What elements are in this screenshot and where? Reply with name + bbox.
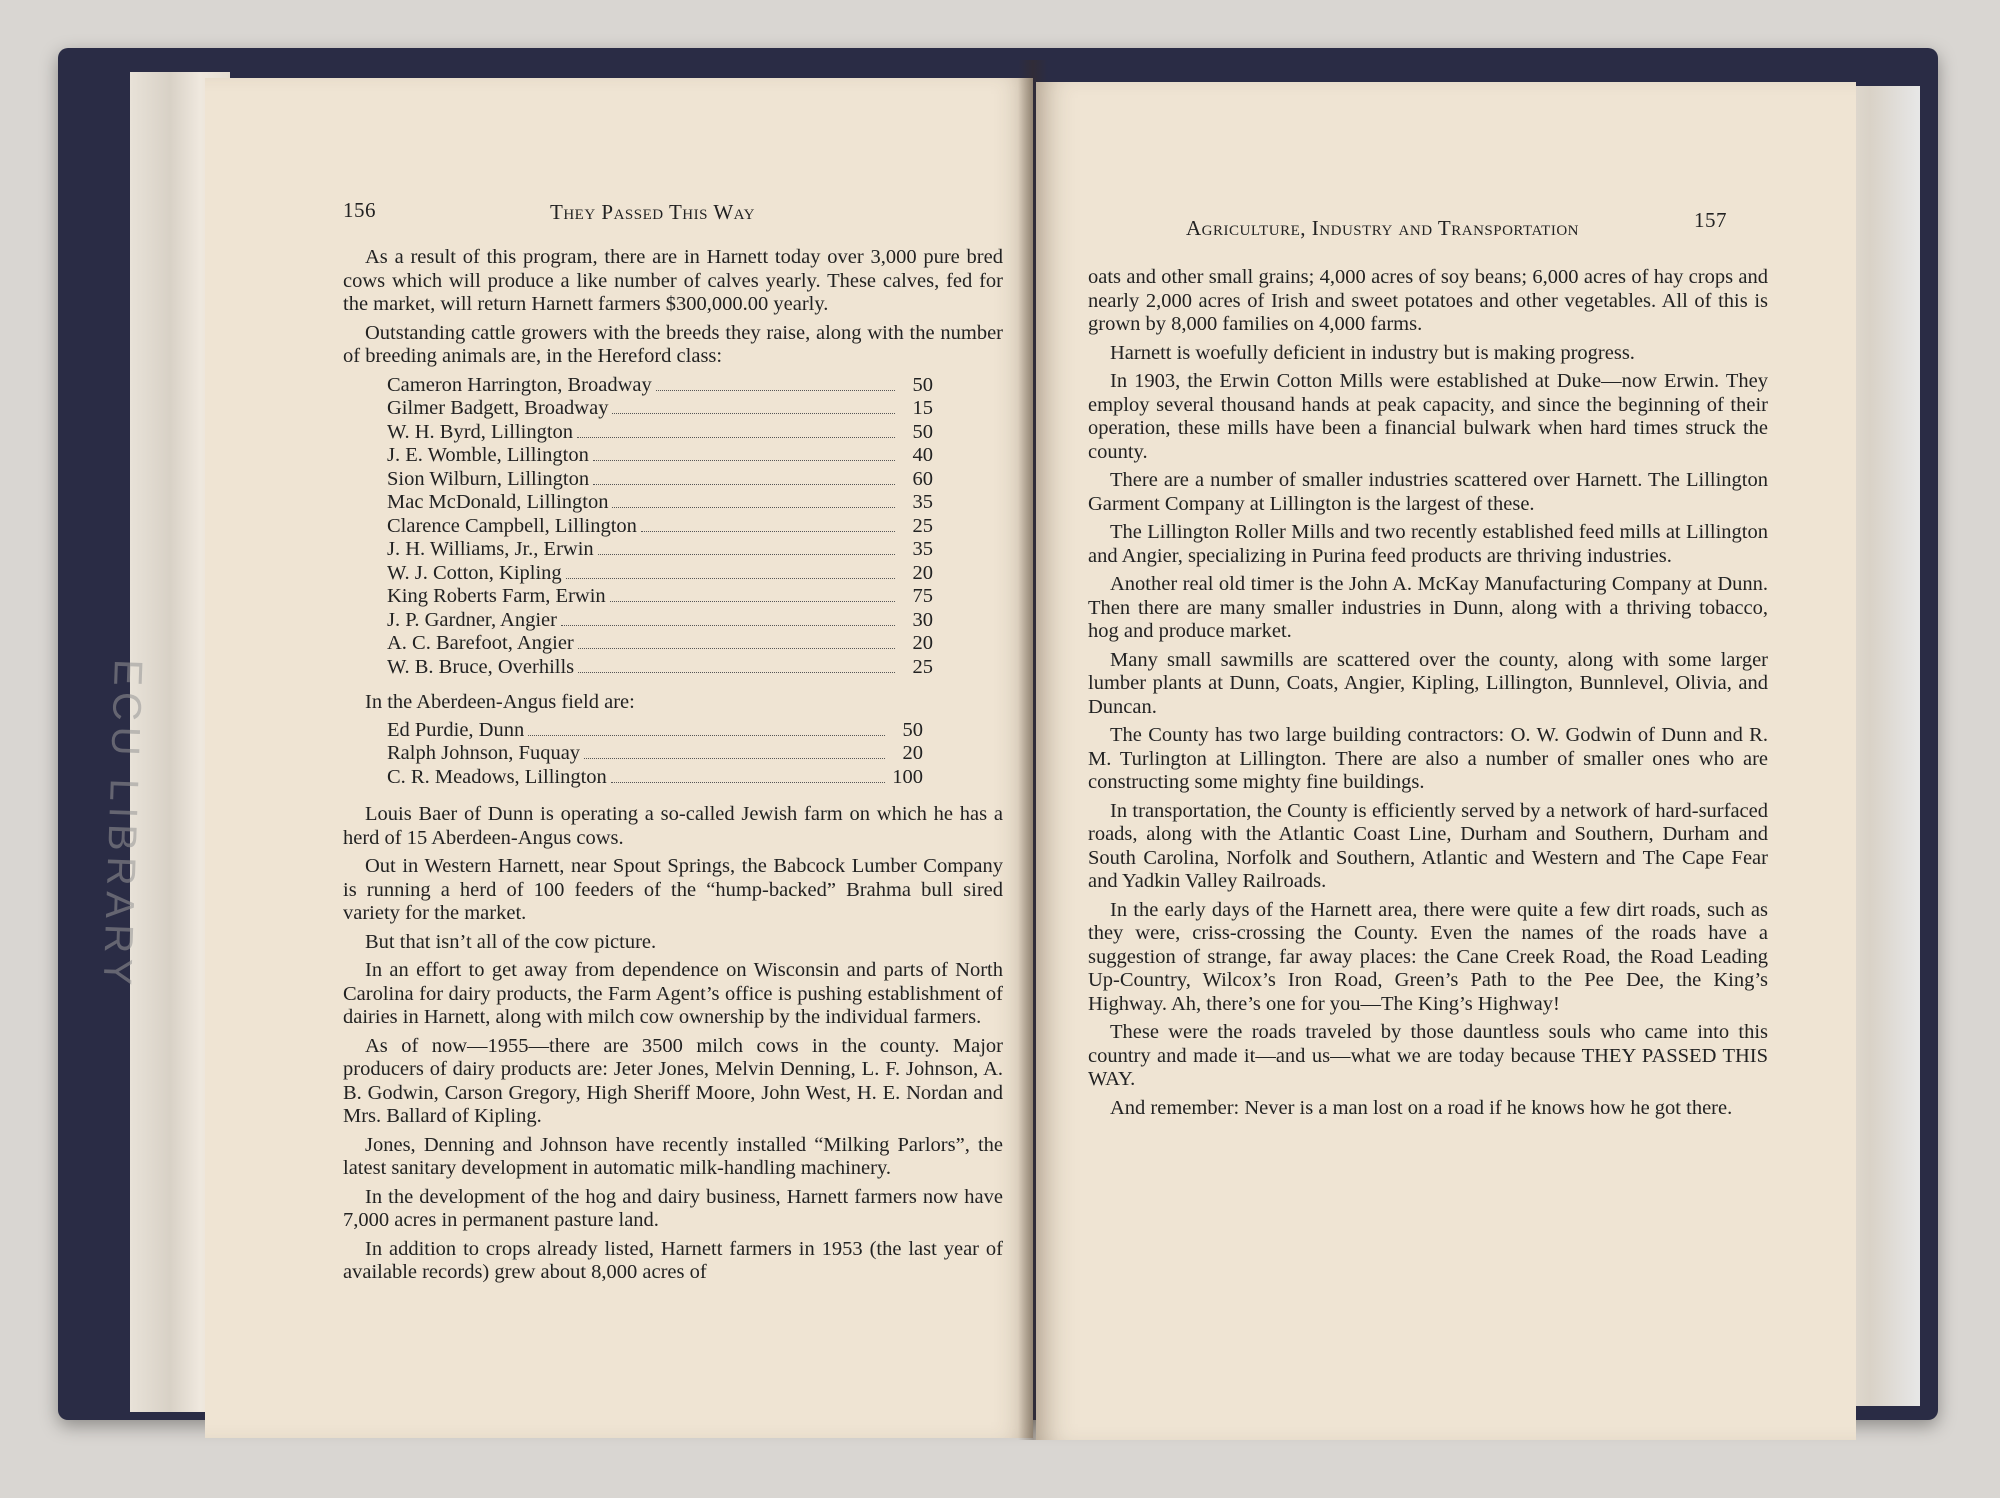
paragraph: As a result of this program, there are in Harnett today over 3,000 pure bred cows which will produce a like number of calves yearly. These calves, fed for the market, will return Harnett farmers $300,000.00 yearly. bbox=[343, 246, 1003, 315]
left-page-number: 156 bbox=[343, 198, 376, 222]
paragraph: Harnett is woefully deficient in industry but is making progress. bbox=[1110, 341, 1635, 364]
left-page bbox=[205, 78, 1033, 1438]
paragraph: Another real old timer is the John A. McKay Manufacturing Company at Dunn. Then there are many smaller industries in Dunn, along with a thriving tobacco, hog and produce market. bbox=[1088, 573, 1768, 642]
paragraph: In the early days of the Harnett area, there were quite a few dirt roads, such as they were, criss-crossing the County. Even the names of the roads have a suggestion of strange, far away places: the Cane Creek Road, the Road Leading Up-Country, Wilcox’s Iron Road, Green’s Path to the Pee Dee, the King’s Highway. Ah, there’s one for you—The King’s Highway! bbox=[1088, 898, 1768, 1015]
list-item: W. H. Byrd, Lillington 50 bbox=[387, 420, 933, 443]
list-item: Clarence Campbell, Lillington 25 bbox=[387, 514, 933, 537]
paragraph: Out in Western Harnett, near Spout Springs, the Babcock Lumber Company is running a herd of 100 feeders of the “hump-backed” Brahma bull sired variety for the market. bbox=[343, 855, 1003, 924]
list-item: J. P. Gardner, Angier 30 bbox=[387, 608, 933, 631]
paragraph: In an effort to get away from dependence on Wisconsin and parts of North Carolina for dairy products, the Farm Agent’s office is pushing establishment of dairies in Harnett, along with milch cow ownership by the individual farmers. bbox=[343, 959, 1003, 1028]
paragraph: Outstanding cattle growers with the breeds they raise, along with the number of breeding animals are, in the Hereford class: bbox=[343, 321, 1003, 367]
paragraph: oats and other small grains; 4,000 acres of soy beans; 6,000 acres of hay crops and nearly 2,000 acres of Irish and sweet potatoes and other vegetables. All of this is grown by 8,000 families on 4,000 farms. bbox=[1088, 266, 1768, 335]
list-item: C. R. Meadows, Lillington 100 bbox=[387, 765, 923, 788]
paragraph: The County has two large building contractors: O. W. Godwin of Dunn and R. M. Turlington at Lillington. There are also a number of smaller ones who are constructing some mighty fine buildings. bbox=[1088, 724, 1768, 793]
right-page-number: 157 bbox=[1694, 208, 1727, 232]
paragraph: And remember: Never is a man lost on a road if he knows how he got there. bbox=[1110, 1096, 1733, 1119]
paragraph: The Lillington Roller Mills and two recently established feed mills at Lillington and Angier, specializing in Purina feed products are thriving industries. bbox=[1088, 521, 1768, 567]
paragraph: Jones, Denning and Johnson have recently installed “Milking Parlors”, the latest sanitary development in automatic milk-handling machinery. bbox=[343, 1133, 1003, 1179]
paragraph: In addition to crops already listed, Harnett farmers in 1953 (the last year of available records) grew about 8,000 acres of bbox=[343, 1237, 1003, 1283]
list-item: W. B. Bruce, Overhills 25 bbox=[387, 655, 933, 678]
list-item: Ed Purdie, Dunn 50 bbox=[387, 718, 923, 741]
right-page bbox=[1036, 82, 1856, 1440]
list-item: Gilmer Badgett, Broadway 15 bbox=[387, 397, 933, 419]
paragraph: Many small sawmills are scattered over the county, along with some larger lumber plants at Dunn, Coats, Angier, Kipling, Lillington, Bunnlevel, Olivia, and Duncan. bbox=[1088, 648, 1768, 718]
right-running-head: Agriculture, Industry and Transportation bbox=[1186, 216, 1579, 240]
right-body bbox=[1088, 266, 1768, 1125]
library-stamp: ECU LIBRARY bbox=[94, 658, 150, 992]
paragraph: But that isn’t all of the cow picture. bbox=[365, 930, 657, 953]
list-item: Mac McDonald, Lillington 35 bbox=[387, 491, 933, 513]
list-item: A. C. Barefoot, Angier 20 bbox=[387, 632, 933, 654]
list-item: J. E. Womble, Lillington 40 bbox=[387, 444, 933, 466]
list-item: Cameron Harrington, Broadway 50 bbox=[387, 373, 933, 396]
paragraph: Louis Baer of Dunn is operating a so-called Jewish farm on which he has a herd of 15 Aberdeen-Angus cows. bbox=[343, 803, 1003, 849]
list-item: Ralph Johnson, Fuquay 20 bbox=[387, 742, 923, 764]
paragraph: In transportation, the County is efficiently served by a network of hard-surfaced roads, along with the Atlantic Coast Line, Durham and Southern, Durham and South Carolina, Norfolk and Southern, Atlantic and Western and The Cape Fear and Yadkin Valley Railroads. bbox=[1088, 799, 1768, 892]
paragraph: There are a number of smaller industries scattered over Harnett. The Lillington Garment Company at Lillington is the largest of these. bbox=[1088, 469, 1768, 515]
list-item: J. H. Williams, Jr., Erwin 35 bbox=[387, 538, 933, 560]
list-item: W. J. Cotton, Kipling 20 bbox=[387, 561, 933, 584]
list-item: Sion Wilburn, Lillington 60 bbox=[387, 467, 933, 490]
paragraph: As of now—1955—there are 3500 milch cows in the county. Major producers of dairy products are: Jeter Jones, Melvin Denning, L. F. Johnson, A. B. Godwin, Carson Gregory, High Sheriff Moore, John West, H. E. Nordan and Mrs. Ballard of Kipling. bbox=[343, 1034, 1003, 1127]
angus-list bbox=[387, 719, 923, 790]
paragraph: In the development of the hog and dairy business, Harnett farmers now have 7,000 acres in permanent pasture land. bbox=[343, 1185, 1003, 1231]
angus-intro: In the Aberdeen-Angus field are: bbox=[365, 691, 635, 713]
left-body bbox=[343, 246, 1003, 1290]
left-running-head: They Passed This Way bbox=[550, 200, 755, 224]
hereford-list bbox=[387, 374, 933, 680]
paragraph: In 1903, the Erwin Cotton Mills were established at Duke—now Erwin. They employ several thousand hands at peak capacity, and since the beginning of their operation, these mills have been a financial bulwark when hard times struck the county. bbox=[1088, 370, 1768, 463]
paragraph: These were the roads traveled by those dauntless souls who came into this country and made it—and us—what we are today because THEY PASSED THIS WAY. bbox=[1088, 1021, 1768, 1090]
list-item: King Roberts Farm, Erwin 75 bbox=[387, 585, 933, 607]
